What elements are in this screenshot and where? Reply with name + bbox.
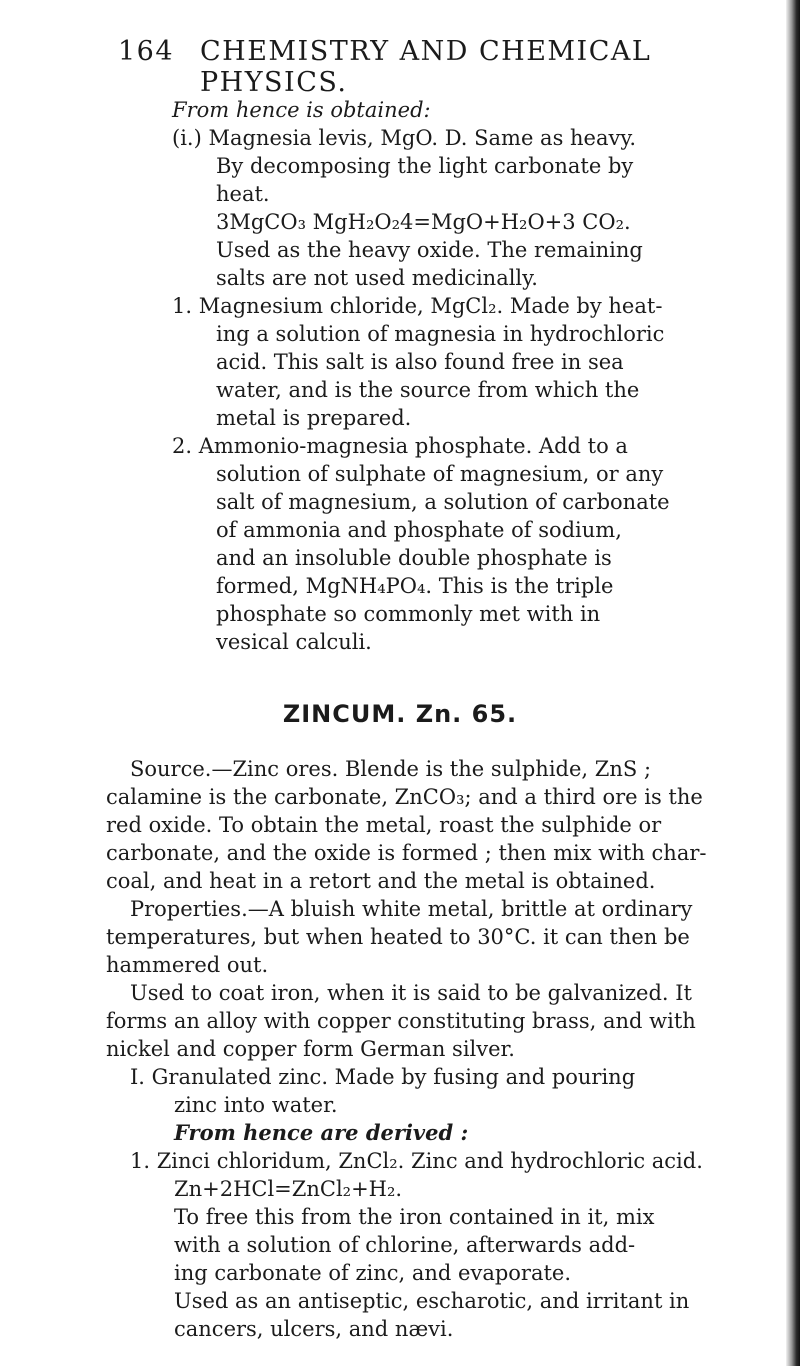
- text-line: cancers, ulcers, and nævi.: [174, 1317, 454, 1341]
- text-line: heat.: [216, 182, 270, 206]
- section-heading: ZINCUM. Zn. 65.: [282, 700, 518, 728]
- text-line: carbonate, and the oxide is formed ; then mix with char-: [106, 841, 707, 865]
- text-line: calamine is the carbonate, ZnCO₃; and a third ore is the: [106, 785, 703, 809]
- text-line: metal is prepared.: [216, 406, 412, 430]
- text-line: forms an alloy with copper constituting brass, and with: [106, 1009, 696, 1033]
- running-header: [118, 36, 758, 98]
- text-line: phosphate so commonly met with in: [216, 602, 601, 626]
- text-line: I. Granulated zinc. Made by fusing and pouring: [130, 1065, 636, 1089]
- text-line: salt of magnesium, a solution of carbonate: [216, 490, 670, 514]
- text-line: Properties.—A bluish white metal, brittle at ordinary: [130, 897, 693, 921]
- text-line: with a solution of chlorine, afterwards add-: [174, 1233, 636, 1257]
- text-line: nickel and copper form German silver.: [106, 1037, 515, 1061]
- text-line: coal, and heat in a retort and the metal is obtained.: [106, 869, 656, 893]
- text-line: and an insoluble double phosphate is: [216, 546, 612, 570]
- text-line: Used as the heavy oxide. The remaining: [216, 238, 643, 262]
- text-line: hammered out.: [106, 953, 269, 977]
- text-line: Used to coat iron, when it is said to be galvanized. It: [130, 981, 692, 1005]
- text-line: solution of sulphate of magnesium, or any: [216, 462, 664, 486]
- text-line: (i.) Magnesia levis, MgO. D. Same as heavy.: [172, 126, 637, 150]
- text-line: vesical calculi.: [216, 630, 372, 654]
- text-line: zinc into water.: [174, 1093, 338, 1117]
- text-line: red oxide. To obtain the metal, roast the sulphide or: [106, 813, 662, 837]
- text-line: salts are not used medicinally.: [216, 266, 538, 290]
- text-line: From hence is obtained:: [172, 98, 431, 122]
- text-line: temperatures, but when heated to 30°C. it can then be: [106, 925, 690, 949]
- text-line: water, and is the source from which the: [216, 378, 640, 402]
- text-line: By decomposing the light carbonate by: [216, 154, 634, 178]
- formula-line: 3MgCO₃ MgH₂O₂4=MgO+H₂O+3 CO₂.: [216, 210, 631, 234]
- text-line: ing carbonate of zinc, and evaporate.: [174, 1261, 572, 1285]
- text-line: ing a solution of magnesia in hydrochloric: [216, 322, 665, 346]
- text-line: 1. Magnesium chloride, MgCl₂. Made by heat-: [172, 294, 663, 318]
- text-line: Source.—Zinc ores. Blende is the sulphide, ZnS ;: [130, 757, 652, 781]
- text-line: To free this from the iron contained in it, mix: [174, 1205, 655, 1229]
- text-line: Used as an antiseptic, escharotic, and irritant in: [174, 1289, 690, 1313]
- text-line: From hence are derived :: [174, 1120, 469, 1145]
- formula-line: Zn+2HCl=ZnCl₂+H₂.: [174, 1177, 403, 1201]
- text-line: of ammonia and phosphate of sodium,: [216, 518, 622, 542]
- text-line: acid. This salt is also found free in sea: [216, 350, 624, 374]
- running-title: CHEMISTRY AND CHEMICAL PHYSICS.: [200, 36, 652, 98]
- text-line: 1. Zinci chloridum, ZnCl₂. Zinc and hydrochloric acid.: [130, 1149, 703, 1173]
- text-line: 2. Ammonio-magnesia phosphate. Add to a: [172, 434, 628, 458]
- page-number: 164: [118, 36, 175, 67]
- text-line: formed, MgNH₄PO₄. This is the triple: [216, 574, 614, 598]
- page-edge-shadow: [786, 0, 800, 1366]
